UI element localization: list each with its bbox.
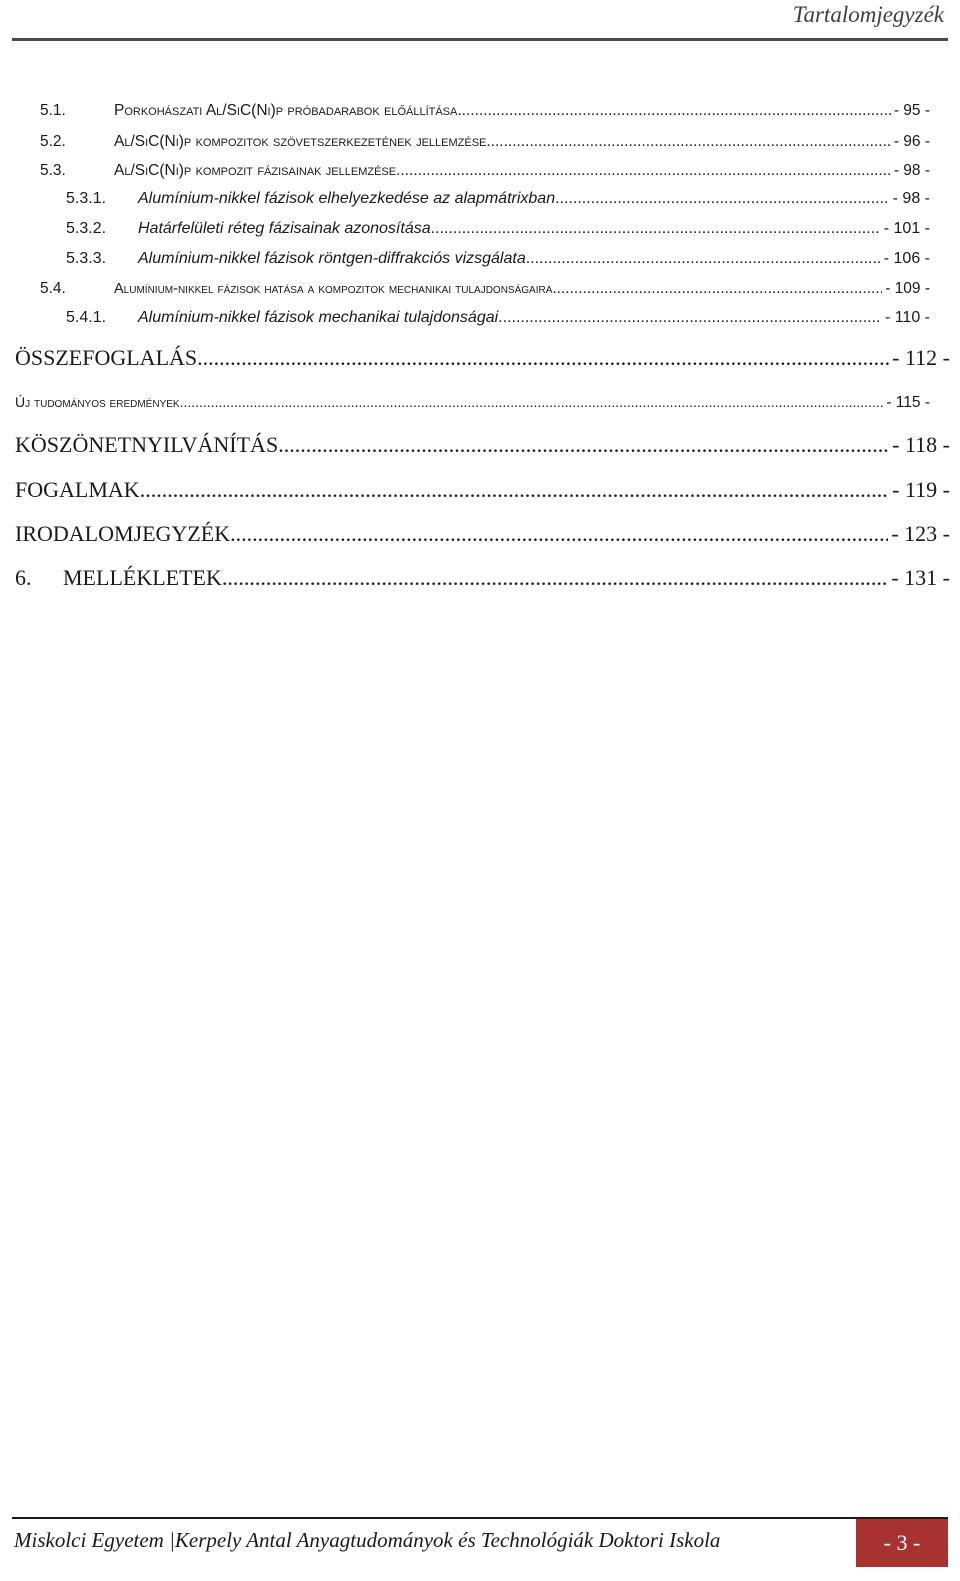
toc-title: FOGALMAK <box>15 477 140 502</box>
toc-entry-irodalomjegyzek[interactable] <box>15 521 950 547</box>
dot-leader <box>457 102 890 120</box>
page-header <box>12 0 948 41</box>
dot-leader <box>180 394 884 410</box>
dot-leader <box>431 220 881 238</box>
toc-entry-5-4-1[interactable] <box>66 309 930 327</box>
toc-page: - 95 - <box>893 102 930 119</box>
toc-entry-5-1[interactable] <box>40 102 930 120</box>
toc-page: - 106 - <box>883 250 930 267</box>
dot-leader <box>526 250 881 268</box>
toc-entry-5-3[interactable] <box>40 162 930 180</box>
dot-leader <box>486 133 890 151</box>
toc-page: - 96 - <box>893 133 930 150</box>
toc-title: IRODALOMJEGYZÉK <box>15 521 231 546</box>
dot-leader <box>197 345 889 371</box>
toc-title: Alumínium-nikkel fázisok elhelyezkedése az alapmátrixban <box>138 190 556 207</box>
toc-entry-koszonetnyilvanitas[interactable] <box>15 432 950 458</box>
toc-entry-5-4[interactable] <box>40 280 930 298</box>
toc-number: 5.1. <box>40 102 66 119</box>
dot-leader <box>230 521 888 547</box>
dot-leader <box>498 309 882 327</box>
toc-page: - 109 - <box>885 280 930 297</box>
toc-number: 5.3. <box>40 162 66 179</box>
toc-title: Al/SiC(Ni)p kompozit fázisainak jellemzése <box>114 162 397 179</box>
toc-page: - 131 - <box>891 565 950 590</box>
running-title: Tartalomjegyzék <box>792 2 944 27</box>
toc-page: - 123 - <box>891 521 950 546</box>
toc-entry-osszefoglalas[interactable] <box>15 345 950 371</box>
toc-title: Alumínium-nikkel fázisok mechanikai tulajdonságai <box>138 309 499 326</box>
toc-page: - 98 - <box>892 190 930 207</box>
toc-title: Al/SiC(Ni)p kompozitok szövetszerkezetének jellemzése <box>114 133 487 150</box>
toc-entry-5-3-1[interactable] <box>66 190 930 208</box>
toc-number: 5.3.2. <box>66 220 107 237</box>
dot-leader <box>222 565 888 591</box>
toc-entry-5-3-3[interactable] <box>66 250 930 268</box>
dot-leader <box>140 477 889 503</box>
toc-page: - 110 - <box>884 309 930 326</box>
toc-page: - 115 - <box>886 394 930 411</box>
toc-page: - 118 - <box>892 432 950 457</box>
dot-leader <box>552 280 882 298</box>
toc-entry-uj-tudomanyos-eredmenyek[interactable] <box>15 394 930 412</box>
toc-number: 5.4.1. <box>66 309 107 326</box>
toc-page: - 101 - <box>883 220 930 237</box>
footer-institution: Miskolci Egyetem |Kerpely Antal Anyagtudományok és Technológiák Doktori Iskola <box>14 1528 721 1552</box>
toc-title: Alumínium-nikkel fázisok röntgen-diffrakciós vizsgálata <box>138 250 526 267</box>
toc-title: KÖSZÖNETNYILVÁNÍTÁS <box>15 432 279 457</box>
toc-number: 5.3.3. <box>66 250 107 267</box>
page-footer <box>12 1517 948 1567</box>
toc-page: - 112 - <box>892 345 950 370</box>
dot-leader <box>396 162 891 180</box>
toc-entry-6-mellekletek[interactable] <box>15 565 950 591</box>
toc-entry-5-2[interactable] <box>40 133 930 151</box>
toc-number: 5.3.1. <box>66 190 107 207</box>
toc-page: - 119 - <box>892 477 950 502</box>
page-number-box <box>856 1519 948 1567</box>
toc-title: Új tudományos eredmények <box>15 394 180 410</box>
toc-title: MELLÉKLETEK <box>63 565 222 590</box>
toc-title: Alumínium-nikkel fázisok hatása a kompozitok mechanikai tulajdonságaira <box>114 281 553 297</box>
toc-number: 5.4. <box>40 280 66 297</box>
toc-number: 6. <box>15 565 32 590</box>
toc-page: - 98 - <box>893 162 930 179</box>
dot-leader <box>555 190 890 208</box>
toc-entry-5-3-2[interactable] <box>66 220 930 238</box>
page-number: - 3 - <box>883 1530 921 1555</box>
toc-number: 5.2. <box>40 133 66 150</box>
toc-title: Porkohászati Al/SiC(Ni)p próbadarabok előállítása <box>114 102 458 119</box>
toc-entry-fogalmak[interactable] <box>15 477 950 503</box>
toc-title: ÖSSZEFOGLALÁS <box>15 345 198 370</box>
dot-leader <box>278 432 889 458</box>
toc-title: Határfelületi réteg fázisainak azonosítása <box>138 220 431 237</box>
